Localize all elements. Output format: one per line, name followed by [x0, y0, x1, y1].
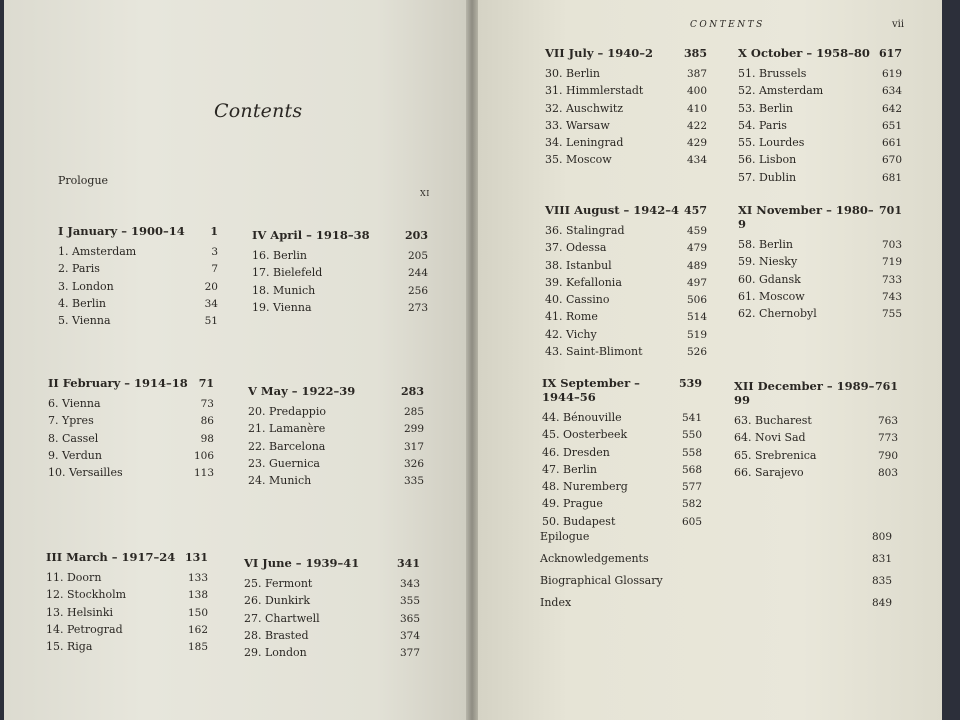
- chapter-entry: [545, 326, 707, 343]
- chapter-title: 29. London: [244, 646, 307, 660]
- part-heading: [48, 376, 214, 390]
- chapter-page-number: 681: [881, 171, 902, 184]
- part-section: [244, 556, 420, 661]
- chapter-page-number: 651: [881, 119, 902, 132]
- chapter-page-number: 98: [200, 432, 214, 445]
- part-section: [542, 376, 702, 530]
- chapter-page-number: 568: [681, 463, 702, 476]
- back-matter-item: [540, 526, 892, 548]
- folio-number: vii: [892, 19, 905, 30]
- chapter-title: 31. Himmlerstadt: [545, 84, 644, 98]
- part-title: VII July – 1940–2: [545, 46, 654, 60]
- chapter-entry: [738, 253, 902, 270]
- part-section: [48, 376, 214, 481]
- chapter-page-number: 343: [399, 578, 420, 590]
- chapter-title: 12. Stockholm: [46, 588, 127, 602]
- chapter-entry: [542, 461, 702, 478]
- part-section: [545, 46, 707, 169]
- part-page-number: 539: [679, 377, 702, 390]
- chapter-entry: [48, 412, 214, 429]
- chapter-page-number: 150: [187, 606, 208, 619]
- chapter-entry: [545, 82, 707, 99]
- back-matter-label: Index: [540, 596, 572, 609]
- chapter-title: 19. Vienna: [252, 300, 312, 314]
- chapter-page-number: 642: [881, 102, 902, 115]
- chapter-page-number: 661: [881, 137, 902, 150]
- chapter-entry: [252, 264, 428, 281]
- chapter-page-number: 670: [881, 154, 902, 167]
- chapter-entry: [58, 243, 218, 260]
- chapter-entry: [738, 236, 902, 253]
- chapter-page-number: 355: [399, 595, 420, 608]
- chapter-page-number: 550: [681, 429, 702, 442]
- part-heading: [46, 550, 208, 564]
- chapter-entry: [248, 420, 424, 437]
- chapter-title: 58. Berlin: [738, 238, 793, 251]
- chapter-entry: [252, 282, 428, 299]
- chapter-title: 25. Fermont: [244, 577, 313, 590]
- chapter-title: 40. Cassino: [545, 293, 610, 307]
- chapter-page-number: 317: [403, 440, 424, 453]
- chapter-entry: [244, 627, 420, 644]
- part-section: [46, 550, 208, 655]
- part-title: VI June – 1939–41: [244, 556, 360, 570]
- back-matter-label: Epilogue: [540, 530, 590, 543]
- chapter-entry: [545, 117, 707, 134]
- chapter-page-number: 256: [407, 284, 428, 297]
- chapter-title: 17. Bielefeld: [252, 266, 323, 280]
- chapter-entry: [48, 430, 214, 447]
- page-title: Contents: [214, 100, 303, 122]
- chapter-entry: [244, 644, 420, 661]
- chapter-title: 1. Amsterdam: [58, 245, 137, 258]
- part-section: [545, 203, 707, 360]
- chapter-entry: [252, 299, 428, 316]
- chapter-entry: [248, 403, 424, 420]
- chapter-page-number: 743: [881, 290, 902, 303]
- chapter-page-number: 7: [211, 263, 218, 276]
- chapter-page-number: 619: [881, 68, 902, 80]
- part-page-number: 457: [684, 204, 707, 217]
- chapter-page-number: 3: [211, 246, 218, 258]
- chapter-title: 53. Berlin: [738, 101, 793, 115]
- chapter-entry: [545, 100, 707, 117]
- chapter-page-number: 205: [407, 250, 428, 262]
- part-heading: [244, 556, 420, 570]
- part-section: [58, 224, 218, 329]
- chapter-entry: [734, 464, 898, 481]
- chapter-page-number: 582: [681, 498, 702, 511]
- chapter-title: 24. Munich: [248, 474, 312, 488]
- chapter-page-number: 506: [686, 294, 707, 307]
- chapter-entry: [734, 447, 898, 464]
- chapter-page-number: 719: [881, 256, 902, 269]
- back-matter-label: Biographical Glossary: [540, 574, 663, 587]
- chapter-entry: [46, 638, 208, 655]
- chapter-entry: [545, 65, 707, 82]
- chapter-page-number: 422: [686, 119, 707, 132]
- chapter-entry: [48, 464, 214, 481]
- part-title: V May – 1922–39: [248, 384, 356, 398]
- chapter-title: 55. Lourdes: [738, 136, 805, 150]
- chapter-title: 39. Kefallonia: [545, 275, 622, 289]
- chapter-page-number: 526: [686, 346, 707, 359]
- chapter-page-number: 51: [204, 315, 218, 328]
- chapter-title: 26. Dunkirk: [244, 594, 311, 608]
- chapter-title: 59. Niesky: [738, 255, 798, 269]
- chapter-page-number: 377: [399, 647, 420, 660]
- chapter-title: 10. Versailles: [48, 466, 123, 480]
- chapter-page-number: 365: [399, 612, 420, 625]
- chapter-title: 28. Brasted: [244, 628, 309, 642]
- chapter-entry: [545, 257, 707, 274]
- chapter-entry: [545, 343, 707, 360]
- chapter-entry: [244, 592, 420, 609]
- chapter-entry: [545, 291, 707, 308]
- part-page-number: 385: [684, 47, 707, 60]
- chapter-page-number: 634: [881, 85, 902, 98]
- back-matter-label: Acknowledgements: [540, 552, 649, 565]
- chapter-entry: [545, 134, 707, 151]
- part-heading: [542, 376, 702, 404]
- chapter-title: 47. Berlin: [542, 462, 597, 476]
- chapter-page-number: 387: [686, 68, 707, 80]
- chapter-entry: [48, 395, 214, 412]
- chapter-page-number: 577: [681, 481, 702, 494]
- chapter-entry: [542, 495, 702, 512]
- chapter-entry: [46, 621, 208, 638]
- chapter-title: 63. Bucharest: [734, 414, 812, 427]
- chapter-entry: [542, 478, 702, 495]
- chapter-title: 16. Berlin: [252, 249, 307, 262]
- part-page-number: 131: [185, 551, 208, 564]
- back-matter-item: [540, 570, 892, 592]
- chapter-entry: [545, 239, 707, 256]
- back-matter-page: 849: [871, 597, 892, 609]
- chapter-entry: [738, 169, 902, 186]
- chapter-page-number: 86: [200, 415, 214, 428]
- chapter-entry: [545, 222, 707, 239]
- running-header: CONTENTS: [690, 20, 765, 30]
- chapter-page-number: 299: [403, 423, 424, 436]
- chapter-entry: [46, 604, 208, 621]
- chapter-page-number: 273: [407, 301, 428, 314]
- chapter-title: 9. Verdun: [48, 448, 102, 462]
- chapter-entry: [738, 100, 902, 117]
- chapter-title: 23. Guernica: [248, 456, 320, 470]
- part-page-number: 341: [397, 557, 420, 570]
- part-page-number: 617: [879, 47, 902, 60]
- chapter-entry: [248, 438, 424, 455]
- chapter-title: 50. Budapest: [542, 514, 616, 528]
- part-title: VIII August – 1942–4: [545, 203, 680, 217]
- back-matter-page: 809: [871, 531, 892, 543]
- chapter-page-number: 763: [877, 415, 898, 427]
- chapter-title: 37. Odessa: [545, 241, 607, 255]
- chapter-entry: [545, 151, 707, 168]
- part-section: [734, 379, 898, 481]
- back-matter-list: [540, 526, 892, 614]
- chapter-title: 32. Auschwitz: [545, 101, 624, 115]
- part-title: X October – 1958–80: [738, 46, 870, 60]
- chapter-entry: [734, 429, 898, 446]
- chapter-title: 49. Prague: [542, 497, 603, 511]
- chapter-page-number: 541: [681, 412, 702, 424]
- chapter-title: 8. Cassel: [48, 431, 99, 445]
- chapter-page-number: 733: [881, 273, 902, 286]
- chapter-page-number: 106: [193, 449, 214, 462]
- part-section: [248, 384, 424, 489]
- chapter-page-number: 374: [399, 629, 420, 642]
- chapter-page-number: 20: [204, 280, 218, 293]
- chapter-entry: [738, 82, 902, 99]
- chapter-title: 35. Moscow: [545, 153, 612, 167]
- chapter-entry: [46, 569, 208, 586]
- part-title: III March – 1917–24: [46, 550, 176, 564]
- chapter-entry: [542, 409, 702, 426]
- chapter-page-number: 429: [686, 137, 707, 150]
- chapter-entry: [252, 247, 428, 264]
- chapter-page-number: 773: [877, 432, 898, 445]
- chapter-page-number: 73: [200, 398, 214, 410]
- chapter-title: 22. Barcelona: [248, 439, 326, 453]
- chapter-entry: [738, 151, 902, 168]
- chapter-entry: [244, 610, 420, 627]
- chapter-page-number: 790: [877, 449, 898, 462]
- part-heading: [252, 228, 428, 242]
- chapter-title: 52. Amsterdam: [738, 84, 824, 98]
- chapter-page-number: 755: [881, 308, 902, 321]
- part-heading: [734, 379, 898, 407]
- chapter-title: 4. Berlin: [58, 296, 106, 310]
- chapter-title: 48. Nuremberg: [542, 480, 628, 494]
- chapter-entry: [48, 447, 214, 464]
- chapter-title: 56. Lisbon: [738, 153, 797, 167]
- chapter-title: 20. Predappio: [248, 405, 326, 418]
- chapter-title: 57. Dublin: [738, 170, 797, 184]
- chapter-entry: [734, 412, 898, 429]
- chapter-entry: [738, 271, 902, 288]
- chapter-title: 14. Petrograd: [46, 622, 123, 636]
- part-title: XII December – 1989–99: [734, 379, 875, 407]
- chapter-title: 42. Vichy: [545, 327, 597, 341]
- chapter-entry: [58, 260, 218, 277]
- chapter-title: 54. Paris: [738, 118, 787, 132]
- chapter-entry: [58, 278, 218, 295]
- chapter-page-number: 803: [877, 466, 898, 479]
- chapter-title: 2. Paris: [58, 262, 100, 276]
- back-matter-item: [540, 592, 892, 614]
- back-matter-page: 835: [871, 575, 892, 587]
- chapter-title: 18. Munich: [252, 283, 316, 297]
- chapter-page-number: 138: [187, 589, 208, 602]
- chapter-title: 33. Warsaw: [545, 118, 610, 132]
- chapter-page-number: 605: [681, 515, 702, 528]
- chapter-page-number: 410: [686, 102, 707, 115]
- chapter-entry: [738, 305, 902, 322]
- part-title: I January – 1900–14: [58, 224, 185, 238]
- chapter-title: 3. London: [58, 279, 114, 293]
- chapter-page-number: 703: [881, 239, 902, 251]
- chapter-page-number: 459: [686, 225, 707, 237]
- chapter-title: 62. Chernobyl: [738, 307, 817, 321]
- chapter-title: 60. Gdansk: [738, 272, 801, 286]
- chapter-title: 36. Stalingrad: [545, 224, 625, 237]
- chapter-page-number: 434: [686, 154, 707, 167]
- chapter-entry: [542, 426, 702, 443]
- chapter-title: 61. Moscow: [738, 289, 805, 303]
- part-heading: [248, 384, 424, 398]
- chapter-entry: [58, 295, 218, 312]
- chapter-title: 64. Novi Sad: [734, 431, 806, 445]
- part-page-number: 283: [401, 385, 424, 398]
- chapter-title: 6. Vienna: [48, 397, 101, 410]
- chapter-entry: [738, 288, 902, 305]
- chapter-entry: [244, 575, 420, 592]
- chapter-entry: [545, 274, 707, 291]
- part-section: [738, 46, 902, 186]
- part-title: II February – 1914–18: [48, 376, 188, 390]
- prologue-label: Prologue: [58, 174, 109, 187]
- part-section: [738, 203, 902, 322]
- chapter-title: 43. Saint-Blimont: [545, 345, 643, 359]
- book-gutter: [466, 0, 478, 720]
- chapter-title: 45. Oosterbeek: [542, 428, 628, 442]
- part-page-number: 761: [875, 380, 898, 393]
- part-page-number: 1: [210, 225, 218, 238]
- chapter-title: 46. Dresden: [542, 445, 610, 459]
- chapter-page-number: 244: [407, 267, 428, 280]
- chapter-title: 13. Helsinki: [46, 605, 114, 619]
- chapter-entry: [58, 312, 218, 329]
- chapter-title: 30. Berlin: [545, 67, 600, 80]
- part-heading: [545, 203, 707, 217]
- part-title: IV April – 1918–38: [252, 228, 370, 242]
- part-heading: [738, 46, 902, 60]
- chapter-page-number: 497: [686, 276, 707, 289]
- part-heading: [58, 224, 218, 238]
- chapter-page-number: 113: [193, 467, 214, 480]
- chapter-page-number: 326: [403, 457, 424, 470]
- chapter-title: 34. Leningrad: [545, 136, 624, 150]
- chapter-title: 11. Doorn: [46, 571, 102, 584]
- part-page-number: 203: [405, 229, 428, 242]
- chapter-page-number: 34: [204, 297, 218, 310]
- chapter-page-number: 479: [686, 242, 707, 255]
- chapter-page-number: 133: [187, 572, 208, 584]
- chapter-page-number: 185: [187, 641, 208, 654]
- chapter-title: 41. Rome: [545, 310, 598, 324]
- chapter-title: 44. Bénouville: [542, 411, 622, 424]
- chapter-title: 5. Vienna: [58, 314, 111, 328]
- chapter-entry: [542, 444, 702, 461]
- part-page-number: 71: [198, 377, 214, 390]
- part-section: [252, 228, 428, 316]
- chapter-page-number: 519: [686, 328, 707, 341]
- chapter-title: 7. Ypres: [48, 414, 94, 428]
- chapter-title: 51. Brussels: [738, 67, 807, 80]
- chapter-title: 66. Sarajevo: [734, 465, 804, 479]
- chapter-title: 21. Lamanère: [248, 422, 326, 436]
- chapter-entry: [738, 134, 902, 151]
- chapter-page-number: 335: [403, 475, 424, 488]
- chapter-title: 38. Istanbul: [545, 258, 612, 272]
- chapter-page-number: 489: [686, 259, 707, 272]
- back-matter-item: [540, 548, 892, 570]
- chapter-page-number: 285: [403, 406, 424, 418]
- chapter-entry: [46, 586, 208, 603]
- chapter-title: 15. Riga: [46, 640, 93, 654]
- part-page-number: 701: [879, 204, 902, 217]
- chapter-page-number: 162: [187, 623, 208, 636]
- part-heading: [545, 46, 707, 60]
- part-heading: [738, 203, 902, 231]
- chapter-entry: [738, 65, 902, 82]
- chapter-entry: [738, 117, 902, 134]
- chapter-title: 27. Chartwell: [244, 611, 320, 625]
- chapter-entry: [248, 455, 424, 472]
- back-matter-page: 831: [871, 553, 892, 565]
- chapter-page-number: 558: [681, 446, 702, 459]
- chapter-page-number: 400: [686, 85, 707, 98]
- part-title: IX September – 1944–56: [542, 376, 640, 404]
- prologue-page: XI: [420, 189, 430, 198]
- part-title: XI November – 1980–9: [738, 203, 874, 231]
- chapter-page-number: 514: [686, 311, 707, 324]
- chapter-entry: [545, 308, 707, 325]
- chapter-title: 65. Srebrenica: [734, 448, 817, 462]
- chapter-entry: [248, 472, 424, 489]
